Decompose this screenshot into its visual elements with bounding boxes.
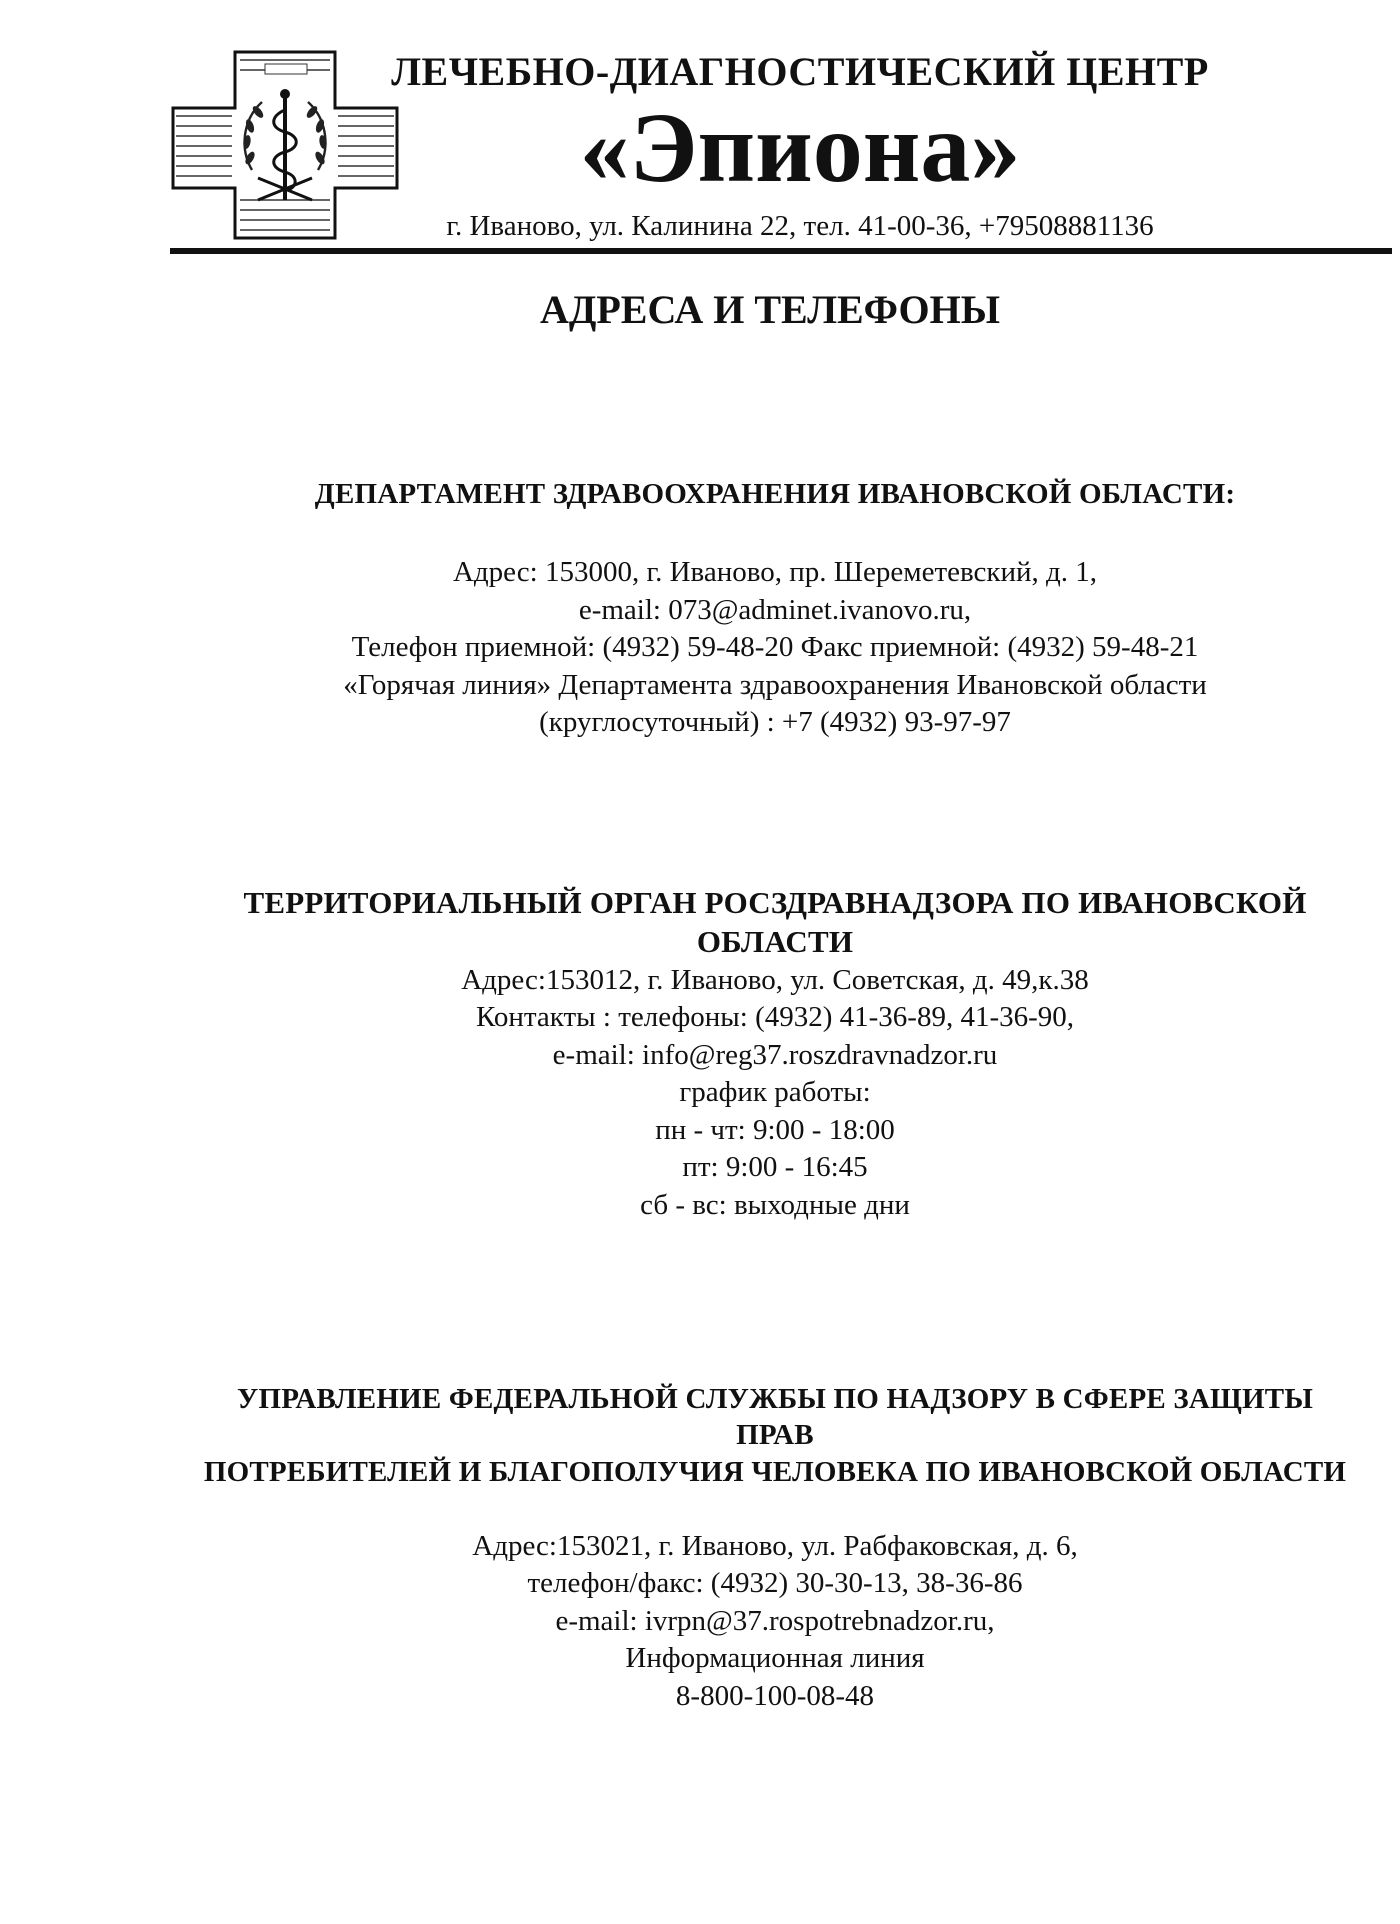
phone-fax-line: телефон/факс: (4932) 30-30-13, 38-36-86 [527, 1567, 1023, 1600]
info-line-phone: 8-800-100-08-48 [675, 1679, 875, 1712]
org-type: ЛЕЧЕБНО-ДИАГНОСТИЧЕСКИЙ ЦЕНТР [391, 49, 1209, 94]
address-line: Адрес:153012, г. Иваново, ул. Советская, д. 49,к.38 [461, 963, 1089, 996]
address-line: Адрес: 153000, г. Иваново, пр. Шереметевский, д. 1, [452, 556, 1098, 589]
org-name: «Эпиона» [579, 92, 1021, 203]
hotline-phone-line: (круглосуточный) : +7 (4932) 93-97-97 [539, 706, 1011, 739]
address-line: Адрес:153021, г. Иваново, ул. Рабфаковская, д. 6, [472, 1529, 1078, 1562]
phone-line: Телефон приемной: (4932) 59-48-20 Факс приемной: (4932) 59-48-21 [351, 631, 1199, 664]
header-divider [170, 248, 1392, 254]
org-contacts: г. Иваново, ул. Калинина 22, тел. 41-00-36, +79508881136 [446, 210, 1154, 242]
email-line: e-mail: info@reg37.roszdravnadzor.ru [552, 1038, 998, 1071]
section-health-department [200, 476, 1350, 742]
schedule-heading: график работы: [679, 1076, 871, 1108]
email-line: e-mail: ivrpn@37.rospotrebnadzor.ru, [555, 1604, 995, 1637]
email-line: e-mail: 073@adminet.ivanovo.ru, [578, 593, 972, 626]
page-title [0, 286, 1400, 333]
section-title-line-1: ТЕРРИТОРИАЛЬНЫЙ ОРГАН РОСЗДРАВНАДЗОРА ПО ИВАНОВСКОЙ [243, 885, 1307, 920]
section-roszdravnadzor [200, 884, 1350, 1224]
section-rospotrebnadzor [200, 1381, 1350, 1715]
hotline-line: «Горячая линия» Департамента здравоохранения Ивановской области [343, 668, 1207, 701]
info-line-label: Информационная линия [625, 1642, 925, 1675]
schedule-weekdays: пн - чт: 9:00 - 18:00 [655, 1113, 895, 1146]
schedule-weekend: сб - вс: выходные дни [640, 1188, 910, 1221]
contacts-line: Контакты : телефоны: (4932) 41-36-89, 41-36-90, [475, 1001, 1075, 1033]
section-title: ДЕПАРТАМЕНТ ЗДРАВООХРАНЕНИЯ ИВАНОВСКОЙ ОБЛАСТИ: [314, 478, 1236, 510]
section-title-line-1: УПРАВЛЕНИЕ ФЕДЕРАЛЬНОЙ СЛУЖБЫ ПО НАДЗОРУ В СФЕРЕ ЗАЩИТЫ ПРАВ [236, 1383, 1314, 1452]
section-title-line-2: ОБЛАСТИ [696, 923, 854, 959]
page-title-text: АДРЕСА И ТЕЛЕФОНЫ [539, 287, 1001, 332]
section-title-line-2: ПОТРЕБИТЕЛЕЙ И БЛАГОПОЛУЧИЯ ЧЕЛОВЕКА ПО ИВАНОВСКОЙ ОБЛАСТИ [203, 1455, 1347, 1488]
schedule-friday: пт: 9:00 - 16:45 [682, 1151, 868, 1183]
